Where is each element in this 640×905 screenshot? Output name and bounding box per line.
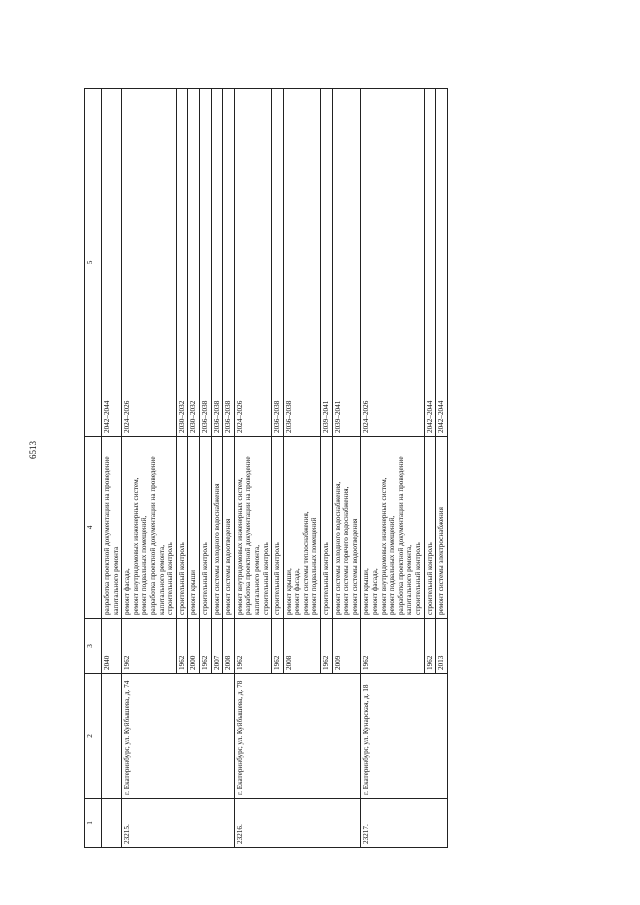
repair-schedule-table bbox=[84, 88, 448, 848]
year-cell: 1962 bbox=[321, 619, 333, 674]
header-col-2: 2 bbox=[85, 674, 102, 799]
work-item: разработка проектной документации на проведение капитального ремонта, bbox=[148, 456, 166, 615]
work-item: ремонт внутридомовых инженерных систем, bbox=[379, 477, 388, 615]
work-item: ремонт системы электроснабжения bbox=[437, 507, 446, 615]
row-number bbox=[102, 799, 122, 848]
work-item: ремонт фасада, bbox=[123, 568, 132, 615]
year-cell: 1962 bbox=[176, 619, 188, 674]
work-item: ремонт фасада, bbox=[371, 568, 380, 615]
table-body bbox=[102, 89, 448, 848]
work-item: ремонт системы водоотведения bbox=[224, 518, 233, 615]
work-item: строительный контроль bbox=[166, 542, 175, 615]
table-row bbox=[102, 89, 122, 848]
work-item: ремонт крыши, bbox=[362, 568, 371, 615]
address-cell: г. Екатеринбург, ул. Куйбышева, д. 78 bbox=[234, 674, 361, 799]
table-row bbox=[122, 89, 177, 848]
work-item: разработка проектной документации на проведение капитального ремонта bbox=[103, 456, 120, 615]
works-cell bbox=[436, 437, 448, 619]
works-cell bbox=[176, 437, 188, 619]
year-cell: 1962 bbox=[199, 619, 211, 674]
year-cell: 2007 bbox=[211, 619, 223, 674]
works-cell bbox=[199, 437, 211, 619]
work-item: строительный контроль bbox=[322, 542, 331, 615]
address-cell bbox=[102, 674, 122, 799]
period-cell: 2030–2032 bbox=[188, 89, 200, 437]
work-item: ремонт крыши bbox=[189, 569, 198, 615]
work-item: ремонт системы водоотведения bbox=[350, 518, 359, 615]
year-cell: 2013 bbox=[436, 619, 448, 674]
page-number: 6513 bbox=[28, 441, 38, 459]
year-cell: 2008 bbox=[223, 619, 235, 674]
works-cell bbox=[272, 437, 284, 619]
year-cell: 2008 bbox=[283, 619, 320, 674]
year-cell: 1962 bbox=[272, 619, 284, 674]
work-item: строительный контроль bbox=[200, 542, 209, 615]
rotated-page bbox=[84, 88, 536, 848]
header-col-4: 4 bbox=[85, 437, 102, 619]
work-item: ремонт подвальных помещений, bbox=[140, 515, 149, 615]
work-item: ремонт системы горячего водоснабжения, bbox=[342, 486, 351, 615]
header-col-3: 3 bbox=[85, 619, 102, 674]
work-item: строительный контроль bbox=[273, 542, 282, 615]
works-cell bbox=[321, 437, 333, 619]
works-cell bbox=[283, 437, 320, 619]
period-cell: 2039–2041 bbox=[332, 89, 361, 437]
work-item: строительный контроль bbox=[177, 542, 186, 615]
period-cell: 2042–2044 bbox=[102, 89, 122, 437]
period-cell: 2042–2044 bbox=[436, 89, 448, 437]
period-cell: 2030–2032 bbox=[176, 89, 188, 437]
work-item: строительный контроль bbox=[261, 542, 270, 615]
works-cell bbox=[361, 437, 424, 619]
works-cell bbox=[102, 437, 122, 619]
year-cell: 1962 bbox=[234, 619, 271, 674]
work-item: ремонт системы теплоснабжения, bbox=[301, 511, 310, 615]
work-item: ремонт фасада, bbox=[293, 568, 302, 615]
header-col-1: 1 bbox=[85, 799, 102, 848]
period-cell: 2036–2038 bbox=[211, 89, 223, 437]
works-cell bbox=[424, 437, 436, 619]
work-item: ремонт системы холодного водоснабжения bbox=[212, 483, 221, 615]
works-cell bbox=[211, 437, 223, 619]
works-cell bbox=[332, 437, 361, 619]
works-cell bbox=[188, 437, 200, 619]
year-cell: 2000 bbox=[188, 619, 200, 674]
year-cell: 1962 bbox=[122, 619, 177, 674]
address-cell: г. Екатеринбург, ул. Куйбышева, д. 74 bbox=[122, 674, 235, 799]
row-number: 23217. bbox=[361, 799, 447, 848]
period-cell: 2036–2038 bbox=[223, 89, 235, 437]
work-item: ремонт внутридомовых инженерных систем, bbox=[235, 477, 244, 615]
period-cell: 2036–2038 bbox=[283, 89, 320, 437]
table-row bbox=[234, 89, 271, 848]
work-item: строительный контроль bbox=[414, 542, 422, 615]
period-cell: 2024–2026 bbox=[234, 89, 271, 437]
address-cell: г. Екатеринбург, ул. Кунарская, д. 18 bbox=[361, 674, 447, 799]
header-row bbox=[85, 89, 102, 848]
work-item: ремонт внутридомовых инженерных систем, bbox=[131, 477, 140, 615]
period-cell: 2024–2026 bbox=[122, 89, 177, 437]
year-cell: 2040 bbox=[102, 619, 122, 674]
work-item: разработка проектной документации на проведение капитального ремонта, bbox=[396, 456, 414, 615]
period-cell: 2042–2044 bbox=[424, 89, 436, 437]
period-cell: 2024–2026 bbox=[361, 89, 424, 437]
row-number: 23216. bbox=[234, 799, 361, 848]
header-col-5: 5 bbox=[85, 89, 102, 437]
works-cell bbox=[122, 437, 177, 619]
work-item: ремонт крыши, bbox=[284, 568, 293, 615]
table-row bbox=[361, 89, 424, 848]
work-item: ремонт системы холодного водоснабжения, bbox=[333, 481, 342, 615]
works-cell bbox=[223, 437, 235, 619]
work-item: строительный контроль bbox=[425, 542, 434, 615]
year-cell: 2009 bbox=[332, 619, 361, 674]
work-item: разработка проектной документации на проведение капитального ремонта, bbox=[244, 456, 261, 615]
year-cell: 1962 bbox=[361, 619, 424, 674]
works-cell bbox=[234, 437, 271, 619]
period-cell: 2036–2038 bbox=[199, 89, 211, 437]
row-number: 23215. bbox=[122, 799, 235, 848]
period-cell: 2036–2038 bbox=[272, 89, 284, 437]
period-cell: 2039–2041 bbox=[321, 89, 333, 437]
year-cell: 1962 bbox=[424, 619, 436, 674]
work-item: ремонт подвальных помещений, bbox=[388, 515, 397, 615]
work-item: ремонт подвальных помещений bbox=[310, 517, 319, 615]
